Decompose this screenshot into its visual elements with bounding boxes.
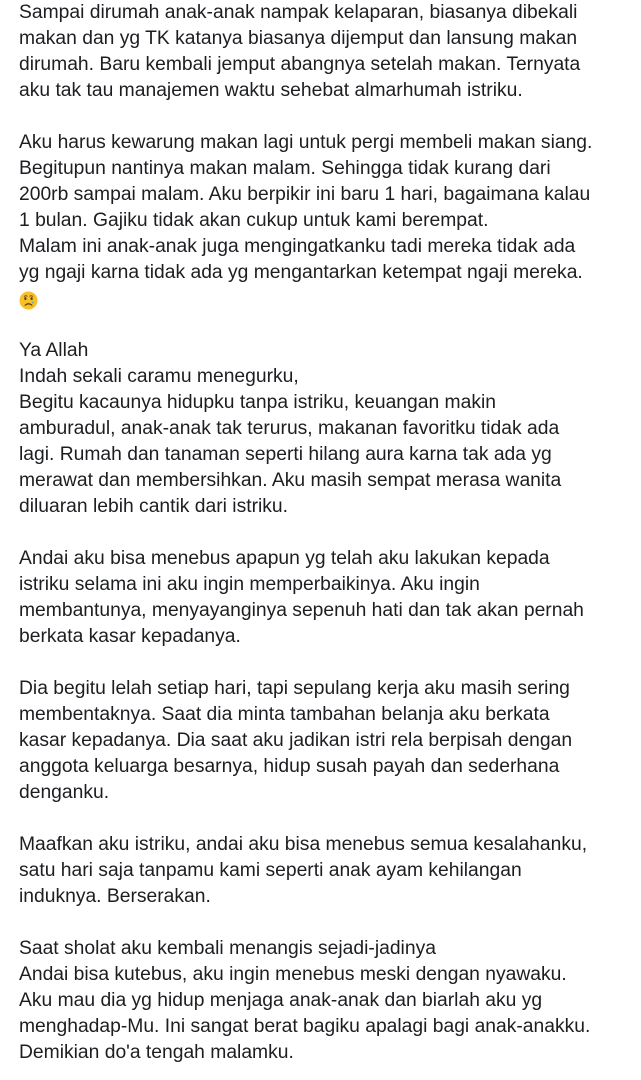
text-line: menghadap-Mu. Ini sangat berat bagiku apalagi bagi anak-anakku. [19,1016,591,1037]
paragraph-gap [19,520,631,546]
paragraph-3 [19,338,631,520]
text-line: Aku harus kewarung makan lagi untuk pergi membeli makan siang. [19,132,593,153]
text-line: diluaran lebih cantik dari istriku. [19,496,288,517]
emoji-line [19,286,631,312]
paragraph-4 [19,546,631,650]
text-line: Ya Allah [19,340,89,361]
text-line: lagi. Rumah dan tanaman seperti hilang aura karna tak ada yg [19,444,552,465]
text-line: induknya. Berserakan. [19,886,211,907]
text-line: Dia begitu lelah setiap hari, tapi sepulang kerja aku masih sering [19,678,570,699]
text-line: Indah sekali caramu menegurku, [19,366,299,387]
text-line: merawat dan membersihkan. Aku masih sempat merasa wanita [19,470,562,491]
paragraph-2 [19,130,631,312]
text-line: yg ngaji karna tidak ada yg mengantarkan ketempat ngaji mereka. [19,262,583,283]
text-line: Demikian do'a tengah malamku. [19,1042,294,1063]
text-line: Andai aku bisa menebus apapun yg telah aku lakukan kepada [19,548,550,569]
text-line: dirumah. Baru kembali jemput abangnya setelah makan. Ternyata [19,54,581,75]
post-body [19,0,631,1066]
text-line: Sampai dirumah anak-anak nampak kelaparan, biasanya dibekali [19,2,578,23]
text-line: Saat sholat aku kembali menangis sejadi-jadinya [19,938,436,959]
paragraph-gap [19,910,631,936]
sad-tear-face-icon [19,291,38,310]
text-line: Aku mau dia yg hidup menjaga anak-anak dan biarlah aku yg [19,990,543,1011]
paragraph-gap [19,650,631,676]
text-line: denganku. [19,782,110,803]
text-line: Malam ini anak-anak juga mengingatkanku tadi mereka tidak ada [19,236,576,257]
paragraph-gap [19,104,631,130]
text-line: kasar kepadanya. Dia saat aku jadikan istri rela berpisah dengan [19,730,573,751]
text-line: istriku selama ini aku ingin memperbaikinya. Aku ingin [19,574,480,595]
text-line: Begitupun nantinya makan malam. Sehingga tidak kurang dari [19,158,551,179]
text-line: Maafkan aku istriku, andai aku bisa menebus semua kesalahanku, [19,834,588,855]
paragraph-6 [19,832,631,910]
text-line: 200rb sampai malam. Aku berpikir ini baru 1 hari, bagaimana kalau [19,184,591,205]
text-line: satu hari saja tanpamu kami seperti anak ayam kehilangan [19,860,522,881]
paragraph-1 [19,0,631,104]
text-line: membantunya, menyayanginya sepenuh hati dan tak akan pernah [19,600,584,621]
paragraph-5 [19,676,631,806]
paragraph-7 [19,936,631,1066]
text-line: Begitu kacaunya hidupku tanpa istriku, keuangan makin [19,392,496,413]
text-line: Andai bisa kutebus, aku ingin menebus meski dengan nyawaku. [19,964,567,985]
text-line: anggota keluarga besarnya, hidup susah payah dan sederhana [19,756,560,777]
text-line: aku tak tau manajemen waktu sehebat almarhumah istriku. [19,80,523,101]
text-line: makan dan yg TK katanya biasanya dijemput dan lansung makan [19,28,578,49]
text-line: 1 bulan. Gajiku tidak akan cukup untuk kami berempat. [19,210,489,231]
paragraph-gap [19,312,631,338]
paragraph-gap [19,806,631,832]
text-line: berkata kasar kepadanya. [19,626,241,647]
text-line: membentaknya. Saat dia minta tambahan belanja aku berkata [19,704,550,725]
text-line: amburadul, anak-anak tak terurus, makanan favoritku tidak ada [19,418,560,439]
